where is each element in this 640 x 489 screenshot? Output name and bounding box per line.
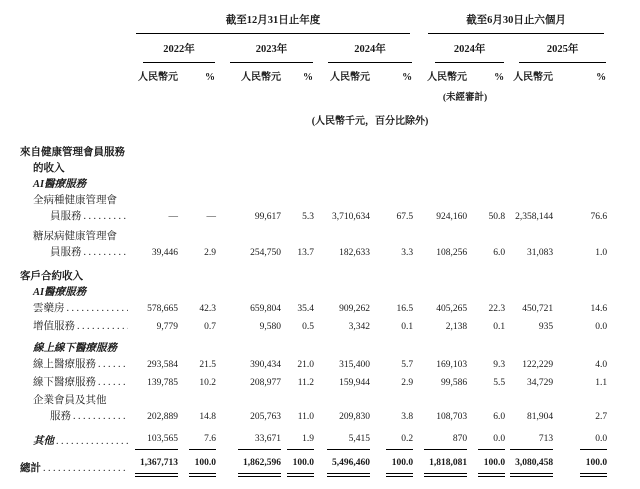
total-fy2022-pct: 100.0 [178, 450, 218, 477]
row-label: 全病種健康管理會 員服務 ..... [0, 193, 131, 229]
cell-hy2024-pct: 9.3 [493, 360, 506, 370]
total-hy2025-pct: 100.0 [553, 450, 609, 477]
cell-hy2025-pct: 0.0 [595, 322, 608, 332]
table-row [0, 301, 609, 319]
cell-hy2025-pct: 14.6 [590, 304, 608, 314]
cell-hy2025-pct: 1.1 [595, 378, 608, 388]
subsection-heading-row [0, 285, 609, 301]
total-hy2024-amount: 1,818,081 [423, 450, 467, 477]
cell-hy2024-amount: 924,160 [436, 212, 468, 222]
cell-fy2024-amount: 3,710,634 [332, 212, 370, 222]
cell-hy2024-pct: 6.0 [493, 412, 506, 422]
cell-fy2022-amount: 202,889 [147, 412, 178, 422]
cell-fy2023-pct: 21.0 [297, 360, 314, 370]
row-label: 雲藥房 ..... [0, 301, 131, 319]
cell-hy2024-pct: 6.0 [493, 248, 506, 258]
cell-fy2022-amount: 139,785 [147, 378, 178, 388]
revenue-breakdown-table [0, 13, 609, 477]
dot-leader [71, 409, 128, 425]
total-fy2023-pct: 100.0 [281, 450, 316, 477]
cell-hy2025-pct: 76.6 [590, 212, 608, 222]
cell-hy2024-pct: 0.1 [493, 322, 506, 332]
cell-fy2024-amount: 3,342 [348, 322, 370, 332]
cell-fy2022-pct: — [206, 212, 216, 222]
dot-leader [75, 319, 128, 335]
row-label: 線上醫療服務 ..... [0, 357, 131, 375]
currency-label: 人民幣元 [138, 72, 178, 83]
row-label: 客戶合約收入 [20, 271, 83, 282]
cell-fy2022-amount: 103,565 [131, 427, 178, 450]
table-row [0, 229, 609, 265]
currency-header-row [0, 63, 609, 86]
cell-hy2025-amount: 450,721 [522, 304, 554, 314]
cell-fy2023-pct: 0.5 [302, 322, 314, 332]
year-2024-interim: 2024年 [423, 34, 507, 63]
cell-hy2025-amount: 31,083 [526, 248, 554, 258]
cell-fy2022-amount: — [168, 212, 178, 222]
cell-fy2022-pct: 7.6 [178, 427, 218, 450]
cell-fy2024-amount: 315,400 [339, 360, 370, 370]
cell-hy2024-amount: 108,256 [436, 248, 468, 258]
cell-fy2023-pct: 11.2 [297, 378, 314, 388]
dot-leader [96, 357, 128, 373]
table-row [0, 375, 609, 393]
year-2025-interim: 2025年 [507, 34, 609, 63]
total-label: 總計 ..... [0, 450, 131, 477]
cell-hy2024-amount: 870 [423, 427, 467, 450]
cell-hy2025-pct: 1.0 [595, 248, 608, 258]
table-row-other [0, 427, 609, 450]
cell-hy2024-amount: 99,586 [440, 378, 468, 388]
cell-hy2024-amount: 169,103 [436, 360, 468, 370]
cell-hy2024-pct: 0.0 [467, 427, 507, 450]
unaudited-row [0, 86, 609, 106]
cell-fy2024-pct: 3.8 [401, 412, 414, 422]
section-heading-row [0, 265, 609, 285]
table-row [0, 319, 609, 337]
dot-leader [82, 245, 129, 261]
cell-fy2023-amount: 254,750 [250, 248, 281, 258]
total-fy2023-amount: 1,862,596 [218, 450, 281, 477]
cell-fy2022-amount: 39,446 [151, 248, 178, 258]
cell-fy2023-pct: 13.7 [297, 248, 314, 258]
dot-leader [41, 461, 128, 477]
cell-fy2022-amount: 578,665 [147, 304, 178, 314]
dot-leader [82, 209, 129, 225]
row-label: 企業會員及其他 服務 ..... [0, 393, 131, 427]
cell-hy2024-pct: 22.3 [488, 304, 506, 314]
cell-fy2024-pct: 5.7 [401, 360, 414, 370]
cell-fy2023-pct: 5.3 [302, 212, 314, 222]
table-row [0, 357, 609, 375]
period-group-interim [423, 13, 609, 34]
table-row [0, 193, 609, 229]
currency-label: 人民幣元 [513, 72, 554, 83]
cell-fy2023-amount: 33,671 [218, 427, 281, 450]
total-hy2025-amount: 3,080,458 [507, 450, 553, 477]
total-hy2024-pct: 100.0 [467, 450, 507, 477]
period-group-annual-title: 截至12月31日止年度 [225, 15, 321, 26]
cell-fy2024-pct: 2.9 [401, 378, 414, 388]
section-heading-row [0, 145, 609, 177]
year-2024: 2024年 [316, 34, 415, 63]
dot-leader [96, 375, 128, 391]
dot-leader [65, 301, 129, 317]
row-label: AI醫療服務 [33, 287, 87, 298]
cell-hy2024-amount: 2,138 [445, 322, 468, 332]
cell-fy2024-pct: 3.3 [401, 248, 414, 258]
cell-fy2023-amount: 99,617 [254, 212, 281, 222]
total-fy2024-amount: 5,496,460 [316, 450, 370, 477]
cell-fy2023-pct: 1.9 [281, 427, 316, 450]
cell-fy2023-pct: 35.4 [297, 304, 314, 314]
year-2022: 2022年 [131, 34, 218, 63]
cell-fy2022-amount: 293,584 [147, 360, 178, 370]
period-group-annual [131, 13, 415, 34]
cell-fy2022-pct: 21.5 [199, 360, 216, 370]
cell-fy2023-pct: 11.0 [297, 412, 314, 422]
cell-fy2023-amount: 9,580 [259, 322, 281, 332]
row-label: AI醫療服務 [33, 179, 87, 190]
total-fy2024-pct: 100.0 [370, 450, 415, 477]
year-2023: 2023年 [218, 34, 316, 63]
row-label: 線上線下醫療服務 [33, 343, 117, 354]
subsection-heading-row [0, 337, 609, 357]
cell-fy2023-amount: 208,977 [250, 378, 281, 388]
percent-label: % [205, 72, 215, 83]
cell-fy2024-amount: 159,944 [339, 378, 370, 388]
cell-fy2024-amount: 209,830 [339, 412, 370, 422]
row-label: 增值服務 ..... [0, 319, 131, 337]
cell-hy2025-amount: 81,904 [526, 412, 554, 422]
cell-fy2024-pct: 0.1 [401, 322, 414, 332]
currency-label: 人民幣元 [427, 72, 468, 83]
percent-label: % [494, 72, 505, 83]
dot-leader [54, 434, 128, 450]
row-label: 來自健康管理會員服務 的收入 [20, 147, 125, 174]
cell-hy2024-amount: 108,703 [436, 412, 468, 422]
cell-fy2022-pct: 10.2 [199, 378, 216, 388]
cell-fy2024-amount: 182,633 [339, 248, 370, 258]
percent-label: % [402, 72, 413, 83]
period-group-row [0, 13, 609, 34]
row-label: 其他 ..... [0, 427, 131, 450]
cell-fy2022-amount: 9,779 [156, 322, 178, 332]
currency-label: 人民幣元 [241, 72, 281, 83]
unaudited-note: (未經審計) [442, 93, 488, 103]
cell-fy2022-pct: 14.8 [199, 412, 216, 422]
unit-note-row [0, 106, 609, 145]
cell-fy2022-pct: 0.7 [204, 322, 216, 332]
cell-fy2023-amount: 390,434 [250, 360, 281, 370]
cell-fy2022-pct: 2.9 [204, 248, 216, 258]
cell-hy2024-pct: 5.5 [493, 378, 506, 388]
cell-hy2025-pct: 4.0 [595, 360, 608, 370]
cell-fy2023-amount: 205,763 [250, 412, 281, 422]
currency-label: 人民幣元 [330, 72, 370, 83]
period-group-interim-title: 截至6月30日止六個月 [466, 15, 566, 26]
percent-label: % [303, 72, 313, 83]
total-fy2022-amount: 1,367,713 [131, 450, 178, 477]
cell-fy2023-amount: 659,804 [250, 304, 281, 314]
cell-hy2025-pct: 2.7 [595, 412, 608, 422]
total-row [0, 450, 609, 477]
cell-fy2024-amount: 5,415 [316, 427, 370, 450]
cell-hy2025-pct: 0.0 [553, 427, 609, 450]
cell-fy2024-pct: 67.5 [396, 212, 414, 222]
row-label: 糖尿病健康管理會 員服務 ..... [0, 229, 131, 265]
percent-label: % [596, 72, 607, 83]
cell-fy2024-pct: 16.5 [396, 304, 414, 314]
cell-fy2024-amount: 909,262 [339, 304, 370, 314]
cell-fy2022-pct: 42.3 [199, 304, 216, 314]
cell-hy2025-amount: 2,358,144 [515, 212, 554, 222]
table-row [0, 393, 609, 427]
unit-note: (人民幣千元，百分比除外) [311, 116, 429, 127]
cell-hy2025-amount: 34,729 [526, 378, 554, 388]
cell-fy2024-pct: 0.2 [370, 427, 415, 450]
cell-hy2025-amount: 935 [538, 322, 554, 332]
cell-hy2025-amount: 122,229 [522, 360, 554, 370]
cell-hy2024-amount: 405,265 [436, 304, 468, 314]
year-header-row [0, 34, 609, 63]
subsection-heading-row [0, 177, 609, 193]
cell-hy2024-pct: 50.8 [488, 212, 506, 222]
row-label: 線下醫療服務 ..... [0, 375, 131, 393]
cell-hy2025-amount: 713 [507, 427, 553, 450]
